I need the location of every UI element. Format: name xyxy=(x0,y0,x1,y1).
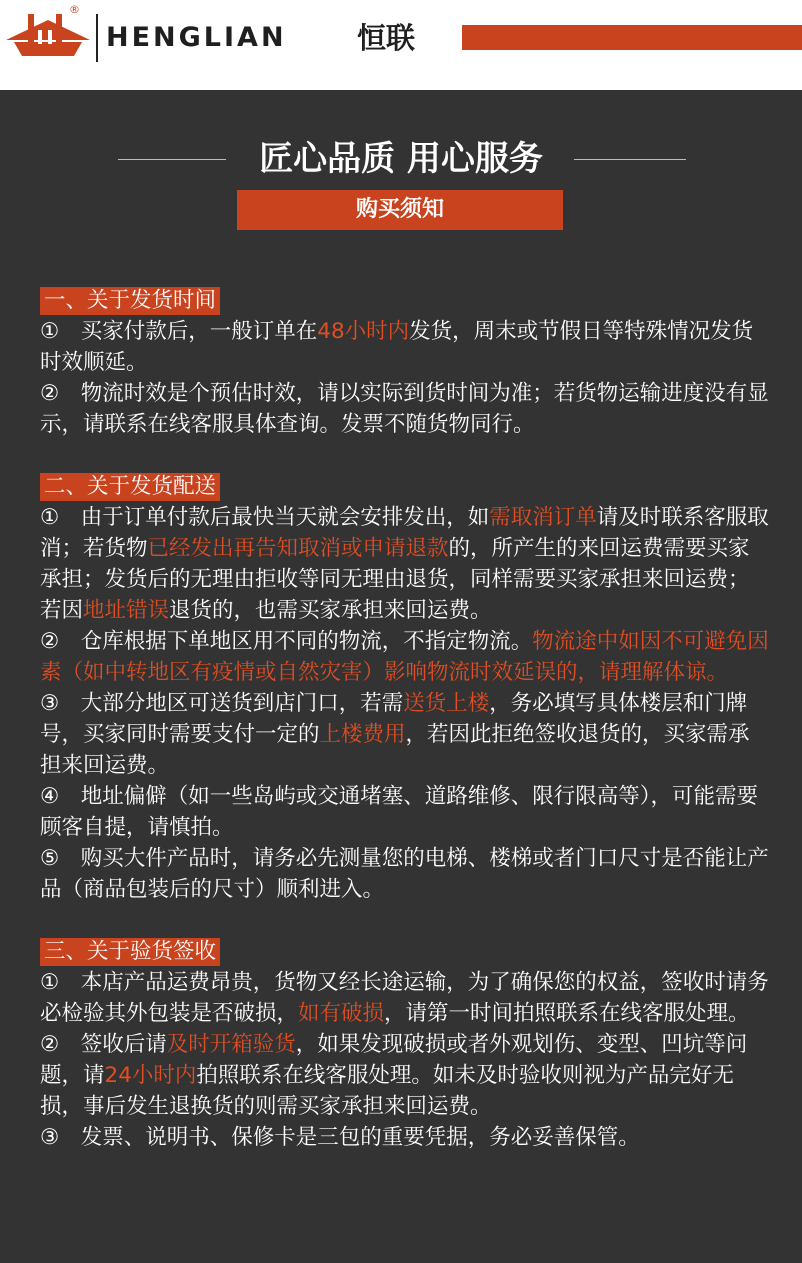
highlight-text: 需取消订单 xyxy=(489,505,597,530)
notice-item xyxy=(40,626,770,688)
highlight-text: 送货上楼 xyxy=(403,691,490,716)
brand-name-en: HENGLIAN xyxy=(106,22,287,53)
notice-item xyxy=(40,1122,770,1153)
body-text: ④ 地址偏僻（如一些岛屿或交通堵塞、道路维修、限行限高等），可能需要顾客自提，请慎拍。 xyxy=(40,784,759,840)
page-subtitle: 购买须知 xyxy=(237,190,563,230)
divider xyxy=(96,14,98,62)
notice-item xyxy=(40,502,770,626)
body-text: ，如果发现破损或者外观划伤、变型、凹坑等问题，请 xyxy=(40,1032,748,1088)
body-text: ① 由于订单付款后最快当天就会安排发出，如 xyxy=(40,505,490,530)
page-title: 匠心品质 用心服务 xyxy=(259,139,543,179)
body-text: ② 签收后请 xyxy=(40,1032,167,1057)
body-text: 退货的，也需买家承担来回运费。 xyxy=(169,598,492,623)
brand-name-cn: 恒联 xyxy=(357,21,416,55)
title-row xyxy=(0,135,802,183)
highlight-text: 物流途中如因不可避免因素（如中转地区有疫情或自然灾害）影响物流时效延误的，请理解体谅。 xyxy=(40,629,769,685)
highlight-text: 已经发出再告知取消或申请退款 xyxy=(147,536,449,561)
highlight-text: 24小时内 xyxy=(104,1063,197,1088)
notice-item xyxy=(40,316,770,378)
highlight-text: 48小时内 xyxy=(317,319,410,344)
body-text: ③ 大部分地区可送货到店门口，若需 xyxy=(40,691,404,716)
body-text: ⑤ 购买大件产品时，请务必先测量您的电梯、楼梯或者门口尺寸是否能让产品（商品包装后的尺寸）顺利进入。 xyxy=(40,846,769,902)
body-text: ② 物流时效是个预估时效，请以实际到货时间为准；若货物运输进度没有显示，请联系在线客服具体查询。发票不随货物同行。 xyxy=(40,381,769,437)
highlight-text: 上楼费用 xyxy=(319,722,406,747)
section-2 xyxy=(40,471,770,905)
section-heading: 三、关于验货签收 xyxy=(40,938,220,966)
body-text: ② 仓库根据下单地区用不同的物流，不指定物流。 xyxy=(40,629,533,654)
notice-item xyxy=(40,688,770,781)
notice-item xyxy=(40,843,770,905)
body-text: ① 本店产品运费昂贵，货物又经长途运输，为了确保您的权益，签收时请务必检验其外包装是否破损， xyxy=(40,970,769,1026)
body-text: 的，所产生的来回运费需要买家承担；发货后的无理由拒收等同无理由退货，同样需要买家承担来回运费；若因 xyxy=(40,536,750,623)
highlight-text: 及时开箱验货 xyxy=(166,1032,296,1057)
body-text: ③ 发票、说明书、保修卡是三包的重要凭据，务必妥善保管。 xyxy=(40,1125,640,1150)
body-text: ，务必填写具体楼层和门牌号，买家同时需要支付一定的 xyxy=(40,691,748,747)
body-text: 拍照联系在线客服处理。如未及时验收则视为产品完好无损，事后发生退换货的则需买家承担来回运费。 xyxy=(40,1063,734,1119)
title-line-right xyxy=(574,159,686,160)
header-accent-bar xyxy=(462,25,802,50)
section-heading: 二、关于发货配送 xyxy=(40,473,220,501)
notice-item xyxy=(40,1029,770,1122)
notice-content xyxy=(40,285,770,1184)
notice-item xyxy=(40,967,770,1029)
body-text: ，请第一时间拍照联系在线客服处理。 xyxy=(384,1001,750,1026)
highlight-text: 如有破损 xyxy=(298,1001,385,1026)
registered-mark: ® xyxy=(69,3,80,16)
section-3 xyxy=(40,936,770,1153)
highlight-text: 地址错误 xyxy=(83,598,170,623)
notice-item xyxy=(40,781,770,843)
henglian-logo-icon xyxy=(4,8,92,62)
body-text: 请及时联系客服取消；若货物 xyxy=(40,505,769,561)
notice-item xyxy=(40,378,770,440)
header xyxy=(0,0,802,90)
body-text: 发货，周末或节假日等特殊情况发货时效顺延。 xyxy=(40,319,754,375)
body-text: ，若因此拒绝签收退货的，买家需承担来回运费。 xyxy=(40,722,750,778)
section-heading: 一、关于发货时间 xyxy=(40,287,220,315)
body-text: ① 买家付款后，一般订单在 xyxy=(40,319,318,344)
section-1 xyxy=(40,285,770,440)
